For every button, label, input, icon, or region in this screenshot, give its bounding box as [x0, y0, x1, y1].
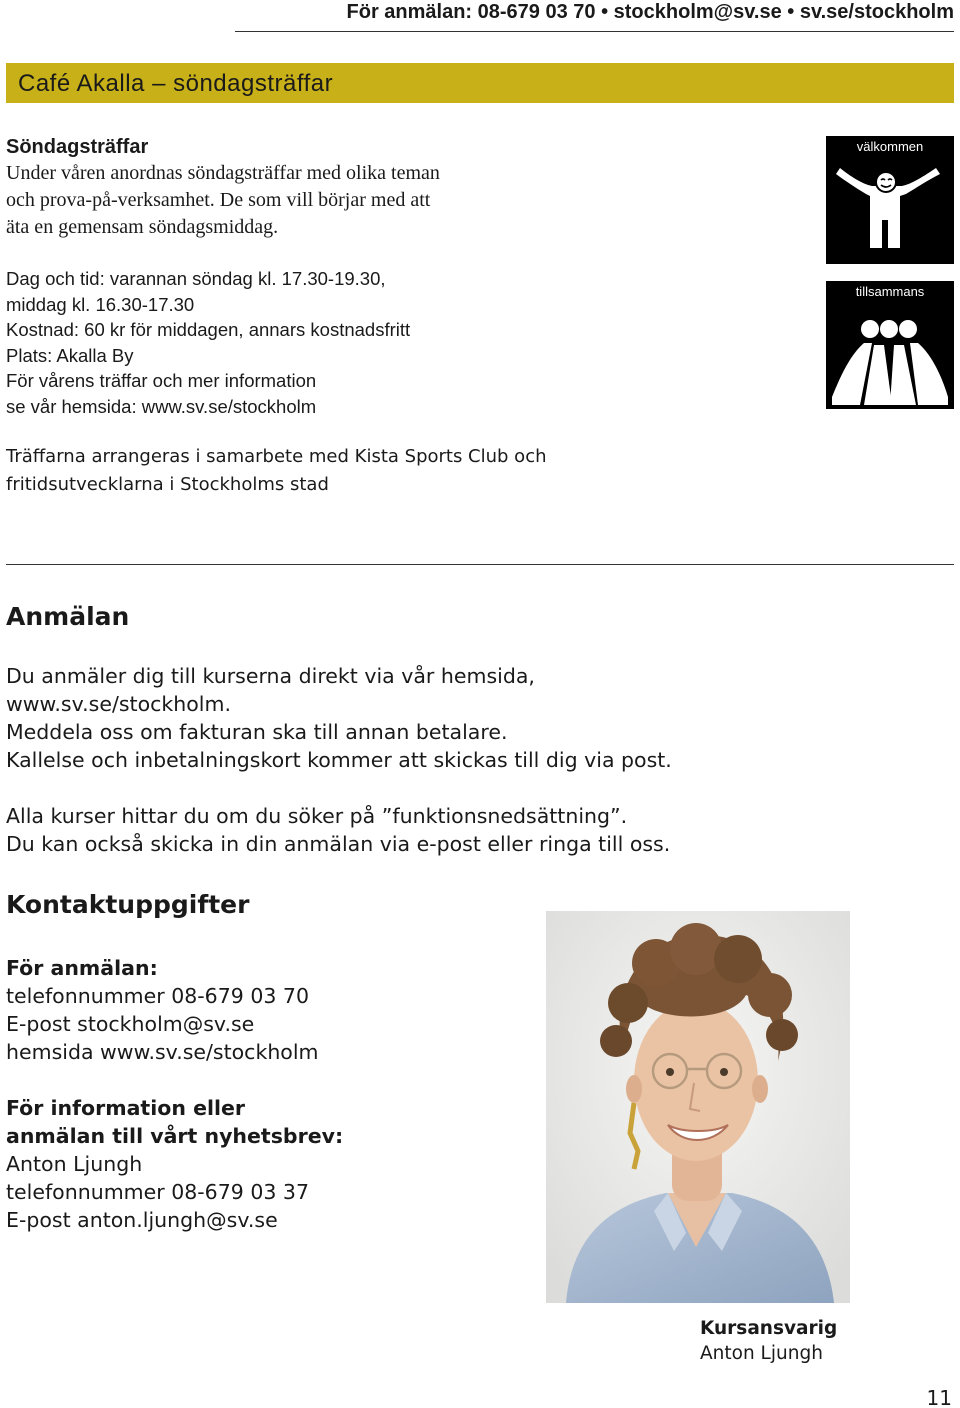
page-header [0, 0, 960, 32]
registration-section [6, 662, 806, 858]
intro-line: äta en gemensam söndagsmiddag. [6, 216, 279, 238]
contact-line: E-post anton.ljungh@sv.se [6, 1208, 278, 1232]
details-line: middag kl. 16.30-17.30 [6, 293, 195, 315]
registration-line: Meddela oss om fakturan ska till annan betalare. [6, 720, 508, 744]
contact-heading: Kontaktuppgifter [6, 890, 250, 919]
registration-heading: Anmälan [6, 602, 130, 631]
together-icon-label: tillsammans [855, 284, 925, 299]
contact-line: E-post stockholm@sv.se [6, 1012, 255, 1036]
portrait-photo [546, 911, 850, 1303]
cooperation-line: fritidsutvecklarna i Stockholms stad [6, 474, 329, 495]
intro-line: och prova-på-verksamhet. De som vill börjar med att [6, 189, 431, 211]
welcome-person-icon [826, 136, 954, 264]
page-number: 11 [926, 1386, 952, 1408]
registration-line: Alla kurser hittar du om du söker på ”funktionsnedsättning”. [6, 804, 628, 828]
details-section [6, 266, 626, 420]
welcome-icon-label: välkommen [856, 139, 924, 154]
registration-line: www.sv.se/stockholm. [6, 692, 231, 716]
registration-contact-heading: För anmälan: [6, 956, 158, 980]
section-divider [6, 564, 954, 565]
banner-title: Café Akalla – söndagsträffar [18, 70, 334, 97]
contact-section [6, 954, 526, 1234]
registration-line: Du anmäler dig till kurserna direkt via vår hemsida, [6, 664, 535, 688]
details-line: För vårens träffar och mer information [6, 370, 317, 392]
section-banner [6, 63, 954, 103]
details-line: Kostnad: 60 kr för middagen, annars kostnadsfritt [6, 319, 411, 341]
header-divider [235, 31, 954, 32]
cooperation-line: Träffarna arrangeras i samarbete med Kista Sports Club och [6, 446, 547, 467]
group-people-icon [826, 281, 954, 409]
newsletter-heading: För information eller [6, 1096, 246, 1120]
cooperation-section [6, 443, 766, 499]
contact-line: hemsida www.sv.se/stockholm [6, 1040, 319, 1064]
newsletter-heading: anmälan till vårt nyhetsbrev: [6, 1124, 344, 1148]
intro-heading: Söndagsträffar [6, 136, 149, 158]
details-line: Dag och tid: varannan söndag kl. 17.30-19.30, [6, 268, 386, 289]
contact-line: telefonnummer 08-679 03 70 [6, 984, 310, 1008]
contact-line: Anton Ljungh [6, 1152, 143, 1176]
header-contact-line: För anmälan: 08-679 03 70 • stockholm@sv.se • sv.se/stockholm [346, 1, 954, 23]
intro-section [6, 134, 606, 241]
intro-line: Under våren anordnas söndagsträffar med olika teman [6, 162, 440, 184]
registration-line: Du kan också skicka in din anmälan via e-post eller ringa till oss. [6, 832, 671, 856]
details-line: se vår hemsida: www.sv.se/stockholm [6, 395, 317, 417]
registration-line: Kallelse och inbetalningskort kommer att skickas till dig via post. [6, 748, 672, 772]
together-icon-box [826, 281, 954, 409]
photo-caption [700, 1316, 837, 1366]
caption-name: Anton Ljungh [700, 1343, 823, 1364]
contact-line: telefonnummer 08-679 03 37 [6, 1180, 310, 1204]
caption-role: Kursansvarig [700, 1318, 838, 1339]
welcome-icon-box [826, 136, 954, 264]
details-line: Plats: Akalla By [6, 344, 134, 366]
